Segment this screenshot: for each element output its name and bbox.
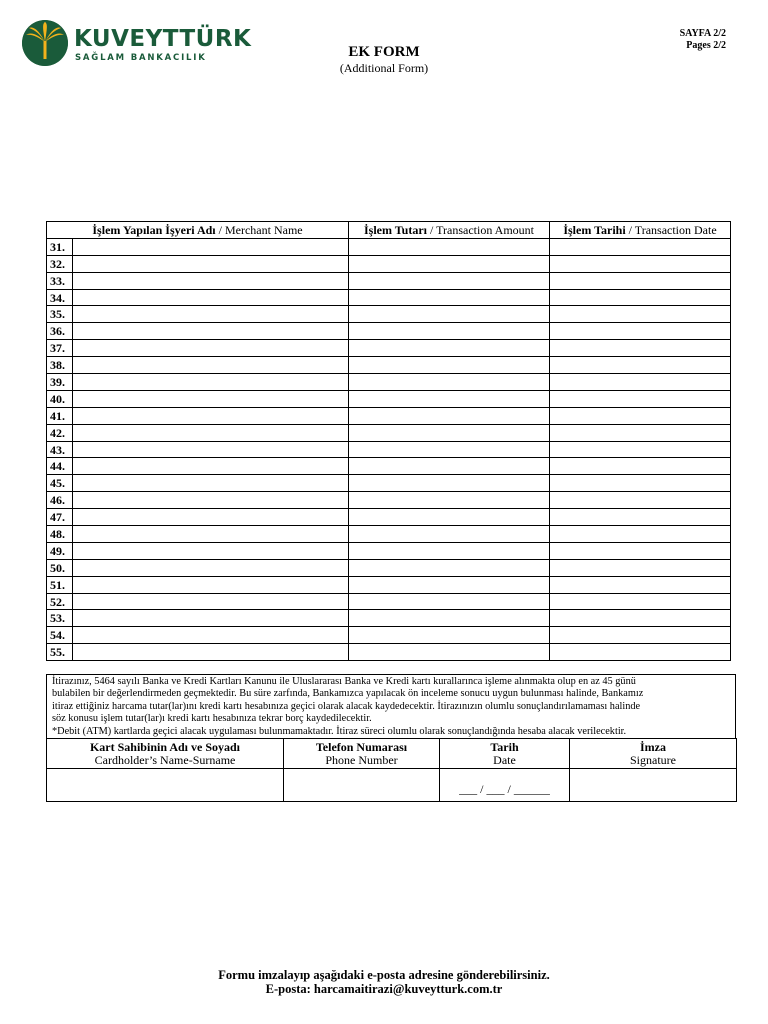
row-number: 52. [47, 593, 73, 610]
row-number: 31. [47, 238, 73, 255]
table-row [47, 610, 731, 627]
transaction-date-cell[interactable] [550, 407, 731, 424]
transaction-amount-cell[interactable] [349, 357, 550, 374]
transaction-date-cell[interactable] [550, 458, 731, 475]
transaction-amount-cell[interactable] [349, 340, 550, 357]
dispute-notice [46, 674, 736, 739]
row-number: 44. [47, 458, 73, 475]
transaction-date-cell[interactable] [550, 390, 731, 407]
merchant-name-cell[interactable] [73, 238, 349, 255]
transaction-amount-cell[interactable] [349, 576, 550, 593]
notice-line: İtirazınız, 5464 sayılı Banka ve Kredi Kartları Kanunu ile Uluslararası Banka ve Kredi kartı kurallarınca işleme alınmakta olup en az 45 günü [52, 676, 636, 687]
table-row [47, 357, 731, 374]
form-title: EK FORM [348, 44, 420, 60]
signature-field[interactable] [570, 769, 737, 802]
merchant-name-cell[interactable] [73, 610, 349, 627]
merchant-name-cell[interactable] [73, 593, 349, 610]
row-number: 50. [47, 559, 73, 576]
row-number: 36. [47, 323, 73, 340]
row-number: 38. [47, 357, 73, 374]
table-row [47, 272, 731, 289]
merchant-name-cell[interactable] [73, 407, 349, 424]
cardholder-name-field[interactable] [47, 769, 284, 802]
table-row [47, 289, 731, 306]
brand-name: KUVEYTTÜRK [74, 26, 252, 52]
transaction-amount-cell[interactable] [349, 289, 550, 306]
merchant-name-cell[interactable] [73, 526, 349, 543]
table-row [47, 255, 731, 272]
row-number: 37. [47, 340, 73, 357]
table-row [47, 374, 731, 391]
row-number: 46. [47, 492, 73, 509]
merchant-name-cell[interactable] [73, 289, 349, 306]
transaction-date-cell[interactable] [550, 526, 731, 543]
transaction-amount-cell[interactable] [349, 526, 550, 543]
transactions-table [46, 221, 731, 661]
notice-line: *Debit (ATM) kartlarda geçici alacak uygulaması bulunmamaktadır. İtiraz süreci olumlu olarak sonuçlandığında hesaba alacak verilecektir. [52, 725, 627, 737]
table-row [47, 238, 731, 255]
transaction-amount-cell[interactable] [349, 458, 550, 475]
date-field[interactable] [440, 769, 570, 802]
transaction-amount-header: İşlem Tutarı / Transaction Amount [349, 222, 550, 239]
transaction-amount-cell[interactable] [349, 644, 550, 661]
row-number: 32. [47, 255, 73, 272]
merchant-name-cell[interactable] [73, 542, 349, 559]
merchant-name-cell[interactable] [73, 441, 349, 458]
transaction-amount-cell[interactable] [349, 255, 550, 272]
transaction-amount-cell[interactable] [349, 424, 550, 441]
table-row [47, 475, 731, 492]
transaction-date-cell[interactable] [550, 492, 731, 509]
table-row [47, 390, 731, 407]
transaction-date-cell[interactable] [550, 627, 731, 644]
row-number: 33. [47, 272, 73, 289]
transaction-amount-cell[interactable] [349, 627, 550, 644]
cardholder-name-header: Kart Sahibinin Adı ve Soyadı Cardholder’s Name-Surname [47, 739, 284, 769]
merchant-name-cell[interactable] [73, 306, 349, 323]
transaction-date-cell[interactable] [550, 272, 731, 289]
page-number-tr: SAYFA 2/2 [679, 28, 726, 39]
table-row [47, 458, 731, 475]
table-row [47, 559, 731, 576]
table-row [47, 509, 731, 526]
transaction-amount-cell[interactable] [349, 272, 550, 289]
table-row [47, 576, 731, 593]
merchant-name-cell[interactable] [73, 644, 349, 661]
merchant-name-cell[interactable] [73, 255, 349, 272]
table-row [47, 593, 731, 610]
signature-table [46, 738, 737, 802]
row-number: 55. [47, 644, 73, 661]
row-number: 41. [47, 407, 73, 424]
table-row [47, 526, 731, 543]
transaction-amount-cell[interactable] [349, 475, 550, 492]
transaction-date-cell[interactable] [550, 306, 731, 323]
footer-email: E-posta: harcamaitirazi@kuveytturk.com.tr [265, 982, 503, 996]
transaction-date-cell[interactable] [550, 238, 731, 255]
transaction-date-cell[interactable] [550, 576, 731, 593]
merchant-name-cell[interactable] [73, 374, 349, 391]
transaction-amount-cell[interactable] [349, 492, 550, 509]
transaction-date-cell[interactable] [550, 374, 731, 391]
row-number: 42. [47, 424, 73, 441]
merchant-name-cell[interactable] [73, 390, 349, 407]
merchant-name-cell[interactable] [73, 272, 349, 289]
signature-header: İmza Signature [570, 739, 737, 769]
notice-line: bulabilen bir değerlendirmeden geçmektedir. Bu süre zarfında, Bankamızca yapılacak ön inceleme sonucu uygun bulunması halinde, Bankamız [52, 688, 644, 700]
merchant-name-cell[interactable] [73, 492, 349, 509]
date-placeholder: ___ / ___ / ______ [459, 781, 550, 796]
row-number: 34. [47, 289, 73, 306]
row-number: 35. [47, 306, 73, 323]
transaction-amount-cell[interactable] [349, 509, 550, 526]
merchant-name-cell[interactable] [73, 627, 349, 644]
table-row [47, 644, 731, 661]
transaction-amount-cell[interactable] [349, 441, 550, 458]
transaction-date-cell[interactable] [550, 357, 731, 374]
merchant-name-header: İşlem Yapılan İşyeri Adı / Merchant Name [47, 222, 349, 239]
transaction-date-cell[interactable] [550, 610, 731, 627]
merchant-name-cell[interactable] [73, 424, 349, 441]
row-number: 45. [47, 475, 73, 492]
table-row [47, 424, 731, 441]
transaction-amount-cell[interactable] [349, 306, 550, 323]
notice-line: itiraz ettiğiniz harcama tutar(lar)ını kredi kartı hesabınıza geçici olarak alacak kaydedecektir. İtirazınızın olumlu sonuçlandırılamaması halinde [52, 700, 641, 712]
merchant-name-cell[interactable] [73, 509, 349, 526]
transaction-date-cell[interactable] [550, 644, 731, 661]
transaction-amount-cell[interactable] [349, 407, 550, 424]
row-number: 53. [47, 610, 73, 627]
merchant-name-cell[interactable] [73, 357, 349, 374]
merchant-name-cell[interactable] [73, 458, 349, 475]
transaction-date-cell[interactable] [550, 559, 731, 576]
table-row [47, 323, 731, 340]
transaction-amount-cell[interactable] [349, 323, 550, 340]
table-row [47, 441, 731, 458]
transaction-date-cell[interactable] [550, 289, 731, 306]
transaction-date-cell[interactable] [550, 475, 731, 492]
row-number: 47. [47, 509, 73, 526]
table-row [47, 542, 731, 559]
brand-tagline: SAĞLAM BANKACILIK [75, 53, 207, 63]
transaction-amount-cell[interactable] [349, 559, 550, 576]
table-row [47, 407, 731, 424]
row-number: 48. [47, 526, 73, 543]
date-header: Tarih Date [440, 739, 570, 769]
row-number: 39. [47, 374, 73, 391]
transaction-date-cell[interactable] [550, 441, 731, 458]
table-row [47, 627, 731, 644]
transaction-date-cell[interactable] [550, 542, 731, 559]
table-header-row [47, 222, 731, 239]
merchant-name-cell[interactable] [73, 340, 349, 357]
notice-line: söz konusu işlem tutar(lar)ı kredi kartı hesabınıza tekrar borç kaydedilecektir. [52, 713, 372, 725]
transaction-amount-cell[interactable] [349, 390, 550, 407]
merchant-name-cell[interactable] [73, 323, 349, 340]
row-number: 51. [47, 576, 73, 593]
table-row [47, 340, 731, 357]
transaction-amount-cell[interactable] [349, 610, 550, 627]
phone-number-header: Telefon Numarası Phone Number [284, 739, 440, 769]
row-number: 43. [47, 441, 73, 458]
transaction-amount-cell[interactable] [349, 374, 550, 391]
row-number: 49. [47, 542, 73, 559]
transaction-date-cell[interactable] [550, 255, 731, 272]
merchant-name-cell[interactable] [73, 576, 349, 593]
transaction-date-cell[interactable] [550, 323, 731, 340]
merchant-name-cell[interactable] [73, 475, 349, 492]
transaction-amount-cell[interactable] [349, 542, 550, 559]
footer-instruction: Formu imzalayıp aşağıdaki e-posta adresine gönderebilirsiniz. [218, 968, 550, 982]
transaction-date-header: İşlem Tarihi / Transaction Date [550, 222, 731, 239]
table-row [47, 306, 731, 323]
transaction-amount-cell[interactable] [349, 593, 550, 610]
transaction-date-cell[interactable] [550, 509, 731, 526]
row-number: 54. [47, 627, 73, 644]
transaction-amount-cell[interactable] [349, 238, 550, 255]
page-number-en: Pages 2/2 [686, 40, 726, 51]
transaction-date-cell[interactable] [550, 424, 731, 441]
transaction-date-cell[interactable] [550, 593, 731, 610]
transaction-date-cell[interactable] [550, 340, 731, 357]
table-row [47, 492, 731, 509]
row-number: 40. [47, 390, 73, 407]
merchant-name-cell[interactable] [73, 559, 349, 576]
form-subtitle: (Additional Form) [339, 61, 429, 75]
phone-number-field[interactable] [284, 769, 440, 802]
